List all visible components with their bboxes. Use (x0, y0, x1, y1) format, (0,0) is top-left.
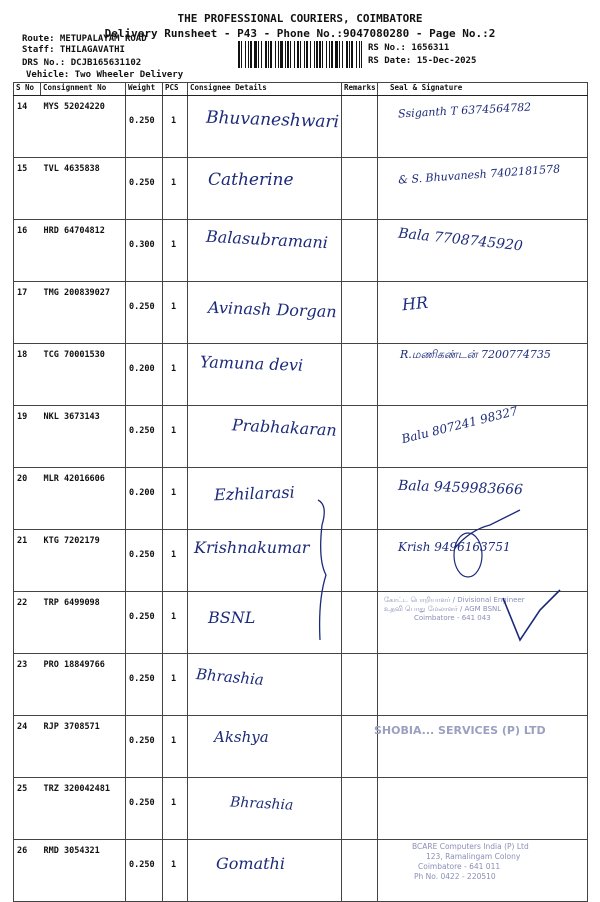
signature: Ssiganth T 6374564782 (397, 100, 532, 121)
barcode-bar (304, 41, 305, 68)
table-row (14, 344, 588, 406)
remarks-cell (342, 344, 378, 406)
row-pcs: 1 (171, 798, 177, 808)
row-pcs: 1 (171, 302, 177, 312)
table-row (14, 716, 588, 778)
runsheet-title: Delivery Runsheet - P43 - Phone No.:9047080280 - Page No.:2 (104, 27, 496, 40)
barcode-bar (300, 41, 301, 68)
col-remarks: Remarks (342, 83, 378, 96)
route-label: Route: METUPALAYAM ROAD (22, 34, 147, 44)
row-sno: 24 (14, 716, 41, 778)
barcode-bar (326, 41, 327, 68)
barcode-bar (294, 41, 295, 68)
table-row (14, 158, 588, 220)
remarks-cell (342, 840, 378, 902)
table-row (14, 220, 588, 282)
row-consignment: RJP 3708571 (41, 716, 126, 778)
runsheet-table (13, 82, 588, 902)
row-weight: 0.250 (126, 654, 163, 716)
consignee-name: Bhrashia (195, 665, 265, 689)
col-sno: S No (14, 83, 41, 96)
row-consignment: TCG 70001530 (41, 344, 126, 406)
bsnl-stamp: கோட்ட பொறியாளர் / Divisional Engineer உதவி பொது மேலாளர் / AGM BSNL Coimbatore - 641 043 (384, 596, 525, 622)
signature: & S. Bhuvanesh 7402181578 (397, 162, 561, 187)
col-seal: Seal & Signature (378, 83, 588, 96)
barcode-bar (319, 41, 321, 68)
signature: HR (401, 292, 429, 315)
row-sno: 22 (14, 592, 41, 654)
drs-number: DRS No.: DCJB165631102 (22, 58, 142, 68)
remarks-cell (342, 716, 378, 778)
row-pcs: 1 (171, 612, 177, 622)
row-pcs: 1 (171, 674, 177, 684)
remarks-cell (342, 778, 378, 840)
barcode-bar (349, 41, 350, 68)
barcode-bar (254, 41, 257, 68)
row-weight: 0.250 (126, 840, 163, 902)
row-weight: 0.250 (126, 716, 163, 778)
row-consignment: TMG 200839027 (41, 282, 126, 344)
row-sno: 14 (14, 96, 41, 158)
consignee-name: Balasubramani (205, 226, 329, 253)
barcode-bar (290, 41, 291, 68)
remarks-cell (342, 158, 378, 220)
row-sno: 23 (14, 654, 41, 716)
barcode-bar (346, 41, 348, 68)
row-sno: 25 (14, 778, 41, 840)
computers-stamp: BCARE Computers India (P) Ltd 123, Ramalingam Colony Coimbatore - 641 011 Ph No. 0422 - 220510 (412, 842, 529, 881)
barcode-bar (275, 41, 276, 68)
barcode-bar (280, 41, 283, 68)
barcode-bar (248, 41, 249, 68)
rs-date: RS Date: 15-Dec-2025 (368, 56, 477, 66)
barcode-bar (342, 41, 343, 68)
remarks-cell (342, 530, 378, 592)
row-consignment: TRP 6499098 (41, 592, 126, 654)
seal-cell (378, 654, 588, 716)
barcode-bar (265, 41, 267, 68)
row-pcs: 1 (171, 364, 177, 374)
barcode-bar (359, 41, 360, 68)
barcode-bar (270, 41, 272, 68)
row-consignment: TVL 4635838 (41, 158, 126, 220)
vehicle-label: Vehicle: Two Wheeler Delivery (26, 70, 184, 80)
table-row (14, 530, 588, 592)
row-weight: 0.200 (126, 344, 163, 406)
row-weight: 0.250 (126, 282, 163, 344)
remarks-cell (342, 282, 378, 344)
barcode-bar (238, 41, 240, 68)
consignee-name: Akshya (214, 728, 269, 746)
signature: Bala 7708745920 (397, 225, 524, 255)
table-row (14, 778, 588, 840)
row-pcs: 1 (171, 116, 177, 126)
remarks-cell (342, 220, 378, 282)
row-consignment: TRZ 320042481 (41, 778, 126, 840)
signature: Balu 807241 98327 (400, 403, 520, 447)
remarks-cell (342, 468, 378, 530)
barcode-bar (335, 41, 338, 68)
barcode-bar (287, 41, 289, 68)
barcode-bar (268, 41, 269, 68)
row-consignment: PRO 18849766 (41, 654, 126, 716)
barcode-bar (351, 41, 353, 68)
table-row (14, 654, 588, 716)
row-sno: 26 (14, 840, 41, 902)
row-consignment: HRD 64704812 (41, 220, 126, 282)
consignee-name: Bhuvaneshwari (205, 107, 340, 133)
table-header-row (14, 83, 588, 96)
barcode-bar (361, 41, 362, 68)
barcode-bar (250, 41, 252, 68)
row-consignment: MYS 52024220 (41, 96, 126, 158)
table-row (14, 282, 588, 344)
row-consignment: MLR 42016606 (41, 468, 126, 530)
barcode-bar (245, 41, 246, 68)
consignee-name: Krishnakumar (194, 538, 310, 557)
row-weight: 0.250 (126, 778, 163, 840)
barcode-bar (258, 41, 259, 68)
barcode-bar (331, 41, 333, 68)
barcode-bar (278, 41, 279, 68)
barcode-bar (322, 41, 323, 68)
signature: Bala 9459983666 (397, 477, 524, 499)
row-consignment: NKL 3673143 (41, 406, 126, 468)
row-weight: 0.200 (126, 468, 163, 530)
remarks-cell (342, 96, 378, 158)
barcode-bar (261, 41, 262, 68)
table-row (14, 592, 588, 654)
row-sno: 21 (14, 530, 41, 592)
row-consignment: RMD 3054321 (41, 840, 126, 902)
consignee-name: Catherine (208, 170, 294, 190)
barcode-bar (306, 41, 308, 68)
row-sno: 19 (14, 406, 41, 468)
row-sno: 16 (14, 220, 41, 282)
row-sno: 17 (14, 282, 41, 344)
col-consignee: Consignee Details (188, 83, 342, 96)
row-pcs: 1 (171, 550, 177, 560)
col-pcs: PCS (163, 83, 188, 96)
consignee-name: Gomathi (216, 854, 285, 873)
barcode-bar (316, 41, 318, 68)
table-row (14, 406, 588, 468)
consignee-name: BSNL (208, 608, 256, 627)
row-weight: 0.250 (126, 592, 163, 654)
table-row (14, 468, 588, 530)
row-pcs: 1 (171, 426, 177, 436)
table-row (14, 840, 588, 902)
barcode-bar (329, 41, 330, 68)
signature: Krish 9496163751 (398, 540, 511, 554)
rs-number: RS No.: 1656311 (368, 43, 450, 53)
row-weight: 0.250 (126, 96, 163, 158)
row-weight: 0.300 (126, 220, 163, 282)
row-pcs: 1 (171, 240, 177, 250)
barcode-bar (241, 41, 242, 68)
consignee-name: Avinash Dorgan (207, 297, 337, 322)
barcode-bar (356, 41, 357, 68)
consignee-name: Ezhilarasi (213, 482, 296, 505)
barcode-bar (314, 41, 315, 68)
barcode-bar (285, 41, 286, 68)
signature: R.மணிகண்டன் 7200774735 (400, 348, 551, 361)
table-row (14, 96, 588, 158)
row-sno: 15 (14, 158, 41, 220)
row-pcs: 1 (171, 736, 177, 746)
row-sno: 18 (14, 344, 41, 406)
seal-cell (378, 778, 588, 840)
row-weight: 0.250 (126, 158, 163, 220)
col-consignment: Consignment No (41, 83, 126, 96)
row-pcs: 1 (171, 488, 177, 498)
row-consignment: KTG 7202179 (41, 530, 126, 592)
consignee-name: Prabhakaran (231, 415, 338, 440)
consignee-name: Yamuna devi (199, 352, 304, 375)
row-weight: 0.250 (126, 406, 163, 468)
barcode-bar (339, 41, 340, 68)
remarks-cell (342, 654, 378, 716)
company-title: THE PROFESSIONAL COURIERS, COIMBATORE (177, 12, 423, 25)
col-weight: Weight (126, 83, 163, 96)
row-weight: 0.250 (126, 530, 163, 592)
row-pcs: 1 (171, 178, 177, 188)
consignee-name: Bhrashia (229, 794, 294, 814)
remarks-cell (342, 592, 378, 654)
barcode-bar (310, 41, 311, 68)
barcode (238, 41, 362, 68)
company-stamp: SHOBIA... SERVICES (P) LTD (374, 724, 546, 737)
row-sno: 20 (14, 468, 41, 530)
row-pcs: 1 (171, 860, 177, 870)
barcode-bar (297, 41, 299, 68)
staff-label: Staff: THILAGAVATHI (22, 45, 125, 55)
remarks-cell (342, 406, 378, 468)
